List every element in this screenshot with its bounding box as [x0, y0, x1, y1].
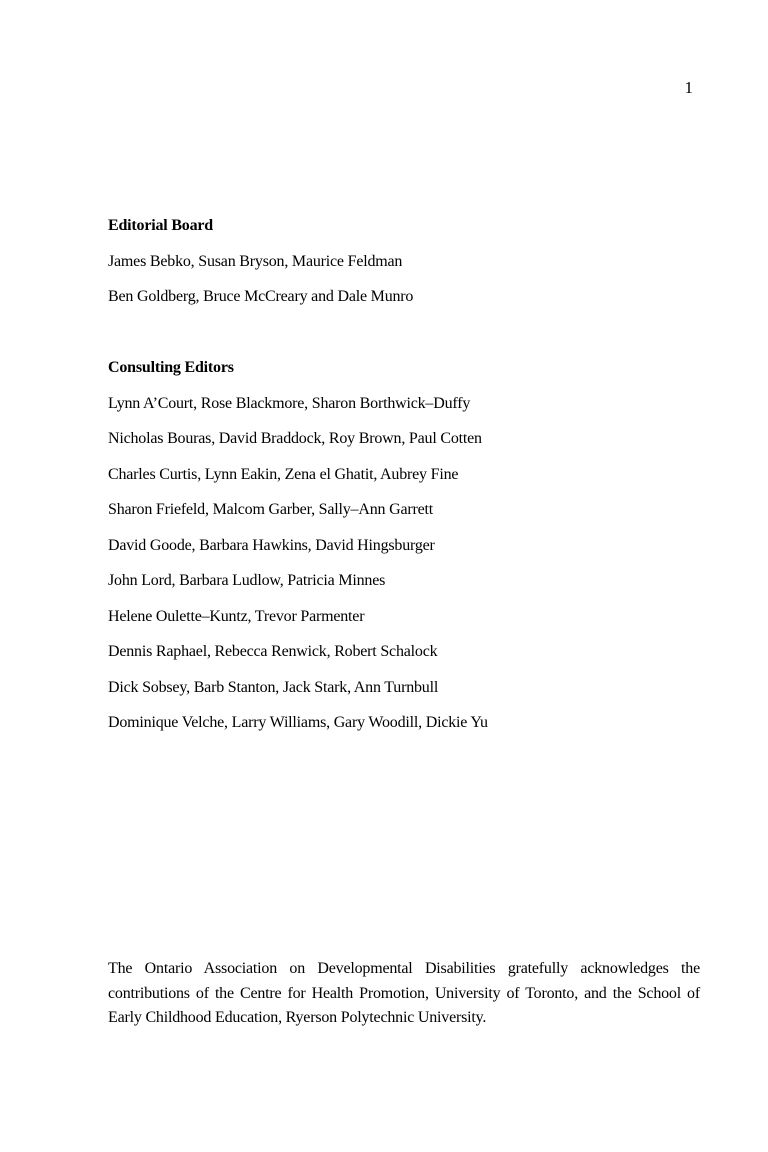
consulting-editors-line: John Lord, Barbara Ludlow, Patricia Minnes [108, 572, 386, 589]
page-number: 1 [684, 78, 693, 97]
consulting-editors-line: Charles Curtis, Lynn Eakin, Zena el Ghatit, Aubrey Fine [108, 466, 459, 483]
acknowledgement-paragraph: The Ontario Association on Developmental Disabilities gratefully acknowledges the contributions of the Centre for Health Promotion, University of Toronto, and the School of Early Childhood Education, Ryerson Polytechnic University. [108, 960, 700, 1026]
consulting-editors-line: Dennis Raphael, Rebecca Renwick, Robert Schalock [108, 643, 438, 660]
consulting-editors-heading: Consulting Editors [108, 359, 234, 376]
editorial-board-heading: Editorial Board [108, 217, 214, 234]
consulting-editors-line: Dick Sobsey, Barb Stanton, Jack Stark, Ann Turnbull [108, 679, 439, 696]
consulting-editors-line: David Goode, Barbara Hawkins, David Hingsburger [108, 537, 435, 554]
consulting-editors-line: Helene Oulette–Kuntz, Trevor Parmenter [108, 608, 365, 625]
editorial-board-line: James Bebko, Susan Bryson, Maurice Feldman [108, 253, 403, 270]
consulting-editors-line: Nicholas Bouras, David Braddock, Roy Brown, Paul Cotten [108, 430, 482, 447]
consulting-editors-line: Sharon Friefeld, Malcom Garber, Sally–Ann Garrett [108, 501, 434, 518]
consulting-editors-line: Lynn A’Court, Rose Blackmore, Sharon Borthwick–Duffy [108, 395, 471, 412]
consulting-editors-line: Dominique Velche, Larry Williams, Gary Woodill, Dickie Yu [108, 714, 488, 731]
editorial-board-line: Ben Goldberg, Bruce McCreary and Dale Munro [108, 288, 414, 305]
